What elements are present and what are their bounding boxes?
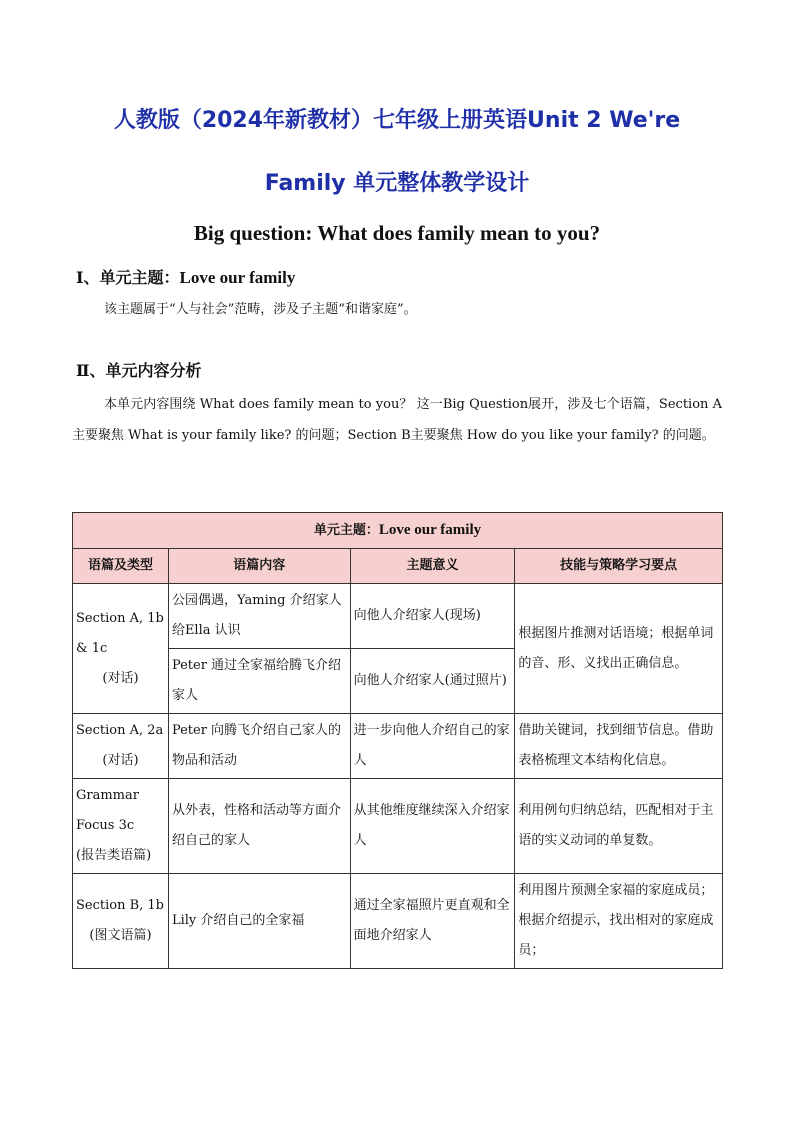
section2-heading: Ⅱ、单元内容分析 [76,361,202,380]
content-cell: Peter 通过全家福给腾飞介绍家人 [168,649,350,714]
text-type: Section B, 1b [76,898,165,913]
table-caption-prefix: 单元主题： [313,523,379,538]
section2-body: 本单元内容围绕 What does family mean to you？ 这一Big Question展开，涉及七个语篇，Section A 主要聚焦 What is your family like? 的问题；Section B主要聚焦 How do you like your family? 的问题。 [72,397,722,443]
skills-cell: 利用例句归纳总结，匹配相对于主语的实义动词的单复数。 [515,779,723,874]
table-header: 技能与策略学习要点 [515,549,723,584]
text-type-cell [73,714,169,779]
table-row [73,874,723,969]
meaning-cell: 通过全家福照片更直观和全面地介绍家人 [350,874,515,969]
unit-analysis-table [72,512,723,969]
text-type-cell [73,584,169,714]
meaning-cell: 向他人介绍家人(通过照片) [350,649,515,714]
text-type-cell [73,779,169,874]
table-header: 语篇及类型 [73,549,169,584]
text-genre: (图文语篇) [89,928,152,943]
text-genre: (对话) [102,670,139,686]
text-type-cell [73,874,169,969]
text-genre: (对话) [102,753,139,768]
content-cell: Peter 向腾飞介绍自己家人的物品和活动 [168,714,350,779]
content-cell: 从外表，性格和活动等方面介绍自己的家人 [168,779,350,874]
table-header: 主题意义 [350,549,515,584]
document-title-line1: 人教版（2024年新教材）七年级上册英语Unit 2 We're [113,108,681,133]
text-genre: (报告类语篇) [76,848,152,863]
section1-heading [76,265,295,288]
section1-prefix: Ⅰ、单元主题： [76,268,180,287]
section1-topic: Love our family [179,268,296,287]
table-header: 语篇内容 [168,549,350,584]
text-type: Section A, 2a [76,723,164,738]
section1-body: 该主题属于“人与社会”范畴，涉及子主题“和谐家庭”。 [104,302,417,317]
table-row [73,584,723,649]
table-caption [73,513,723,549]
meaning-cell: 向他人介绍家人(现场) [350,584,515,649]
skills-cell: 借助关键词，找到细节信息。借助表格梳理文本结构化信息。 [515,714,723,779]
big-question: Big question: What does family mean to you? [193,221,601,245]
table-row [73,779,723,874]
text-type: Grammar Focus 3c [76,788,139,833]
text-type: Section A, 1b & 1c [76,610,164,656]
content-cell: Lily 介绍自己的全家福 [168,874,350,969]
skills-cell: 利用图片预测全家福的家庭成员；根据介绍提示，找出相对的家庭成员； [515,874,723,969]
table-row [73,714,723,779]
meaning-cell: 进一步向他人介绍自己的家人 [350,714,515,779]
content-cell: 公园偶遇，Yaming 介绍家人给Ella 认识 [168,584,350,649]
skills-cell: 根据图片推测对话语境；根据单词的音、形、义找出正确信息。 [515,584,723,714]
document-title-line2: Family 单元整体教学设计 [264,171,530,196]
meaning-cell: 从其他维度继续深入介绍家人 [350,779,515,874]
table-caption-topic: Love our family [378,522,482,538]
